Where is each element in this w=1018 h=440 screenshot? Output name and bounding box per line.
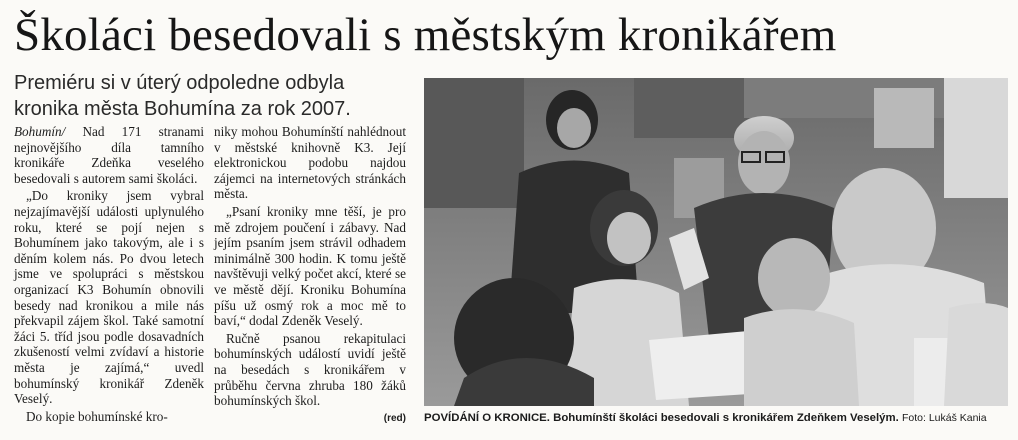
- paragraph-1-text: Nad 171 stranami nejnovějšího díla tamního kronikáře Zdeňka veselého besedovali s autorem sami školáci.: [14, 124, 204, 186]
- lead-line-1: Premiéru si v úterý odpoledne odbyla: [14, 72, 345, 94]
- photo-illustration: [424, 78, 1008, 406]
- photo-caption: [424, 410, 1008, 426]
- paragraph-3: Do kopie bohumínské kro-: [26, 408, 168, 424]
- caption-text: Bohumínští školáci besedovali s kronikářem Zdeňkem Veselým.: [553, 412, 899, 424]
- paragraph-2: „Do kroniky jsem vybral nejzajímavější události uplynulého roku, které se pojí nejen s Bohumínem jako takovým, ale i s děním kolem nás. Po dvou letech jsme ve spolupráci s městskou organizací K3 Bohumín obnovili besedy nad kronikou a mile nás překvapil zájem škol. Také samotní žáci 5. tříd jsou podle dosavadních zkušeností velmi zvídaví a historie města je zajímá,“ uvedl bohumínský kronikář Zdeněk Veselý.: [14, 188, 204, 407]
- lead-paragraph: [14, 70, 414, 122]
- paragraph-6: Ručně psanou rekapitulaci bohumínských událostí uvidí ještě na besedách s kronikářem v průběhu června zhruba 180 žáků bohumínských škol.: [214, 330, 406, 409]
- paragraph-1: [14, 124, 204, 186]
- lead-line-2: kronika města Bohumína za rok 2007.: [14, 98, 351, 120]
- paragraph-4: niky mohou Bohumínští nahlédnout v městské knihovně K3. Její elektronickou podobu najdou zájemci na internetových stránkách města.: [214, 124, 406, 202]
- headline: Školáci besedovali s městským kronikářem: [14, 9, 837, 61]
- photo-credit: Foto: Lukáš Kania: [901, 412, 987, 424]
- paragraph-5: „Psaní kroniky mne těší, je pro mě zdrojem poučení i zábavy. Nad jejím psaním jsem strávil odhadem minimálně 300 hodin. K tomu ještě navštěvuji velký počet akcí, které se ve městě dějí. Kroniku Bohumína píšu už osmý rok a moc mě to baví,“ dodal Zdeněk Veselý.: [214, 203, 406, 329]
- article-column-2: [214, 124, 406, 426]
- article-column-1: [14, 124, 204, 424]
- caption-heading: POVÍDÁNÍ O KRONICE.: [424, 412, 550, 424]
- dateline: Bohumín/: [14, 124, 66, 139]
- news-photo: [424, 78, 1008, 406]
- byline: (red): [383, 412, 406, 424]
